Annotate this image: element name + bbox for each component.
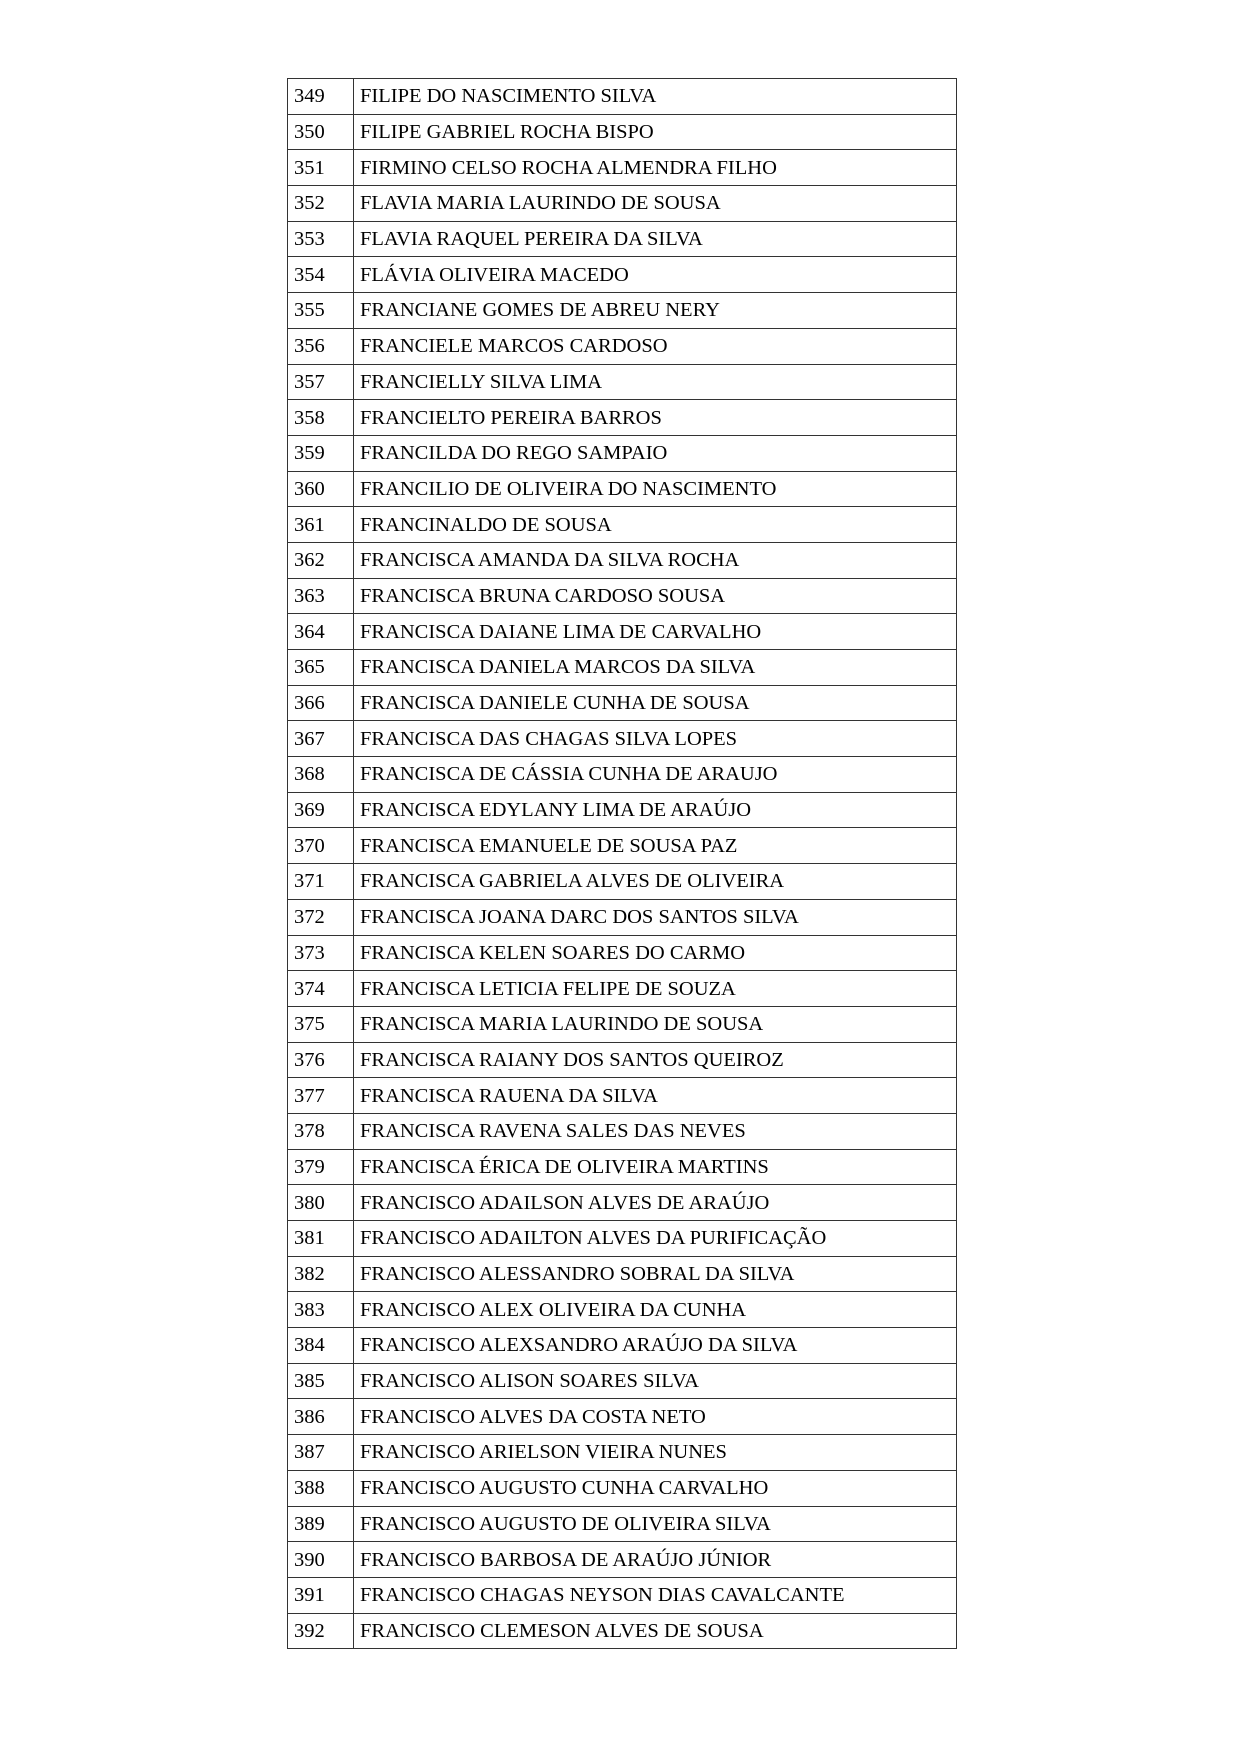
person-name-cell: FRANCILDA DO REGO SAMPAIO: [354, 435, 957, 471]
table-row: [288, 293, 957, 329]
row-number-cell: 356: [288, 328, 354, 364]
row-number-cell: 349: [288, 79, 354, 115]
table-row: [288, 828, 957, 864]
table-row: [288, 1506, 957, 1542]
row-number-cell: 375: [288, 1006, 354, 1042]
table-row: [288, 257, 957, 293]
person-name-cell: FRANCISCO CLEMESON ALVES DE SOUSA: [354, 1613, 957, 1649]
person-name-cell: FRANCISCA ÉRICA DE OLIVEIRA MARTINS: [354, 1149, 957, 1185]
name-list-table: [287, 78, 957, 1649]
row-number-cell: 363: [288, 578, 354, 614]
table-row: [288, 1363, 957, 1399]
row-number-cell: 372: [288, 899, 354, 935]
table-row: [288, 221, 957, 257]
person-name-cell: FRANCISCA LETICIA FELIPE DE SOUZA: [354, 971, 957, 1007]
table-row: [288, 1577, 957, 1613]
table-row: [288, 1185, 957, 1221]
table-row: [288, 542, 957, 578]
person-name-cell: FLÁVIA OLIVEIRA MACEDO: [354, 257, 957, 293]
table-row: [288, 1292, 957, 1328]
row-number-cell: 362: [288, 542, 354, 578]
table-row: [288, 685, 957, 721]
row-number-cell: 360: [288, 471, 354, 507]
person-name-cell: FRANCISCO AUGUSTO CUNHA CARVALHO: [354, 1470, 957, 1506]
table-row: [288, 1328, 957, 1364]
row-number-cell: 350: [288, 114, 354, 150]
person-name-cell: FRANCISCO ARIELSON VIEIRA NUNES: [354, 1435, 957, 1471]
table-row: [288, 1542, 957, 1578]
person-name-cell: FRANCISCA BRUNA CARDOSO SOUSA: [354, 578, 957, 614]
table-row: [288, 757, 957, 793]
row-number-cell: 384: [288, 1328, 354, 1364]
table-row: [288, 328, 957, 364]
row-number-cell: 370: [288, 828, 354, 864]
table-row: [288, 1256, 957, 1292]
row-number-cell: 381: [288, 1221, 354, 1257]
row-number-cell: 391: [288, 1577, 354, 1613]
person-name-cell: FRANCISCO ALESSANDRO SOBRAL DA SILVA: [354, 1256, 957, 1292]
row-number-cell: 380: [288, 1185, 354, 1221]
person-name-cell: FRANCILIO DE OLIVEIRA DO NASCIMENTO: [354, 471, 957, 507]
person-name-cell: FILIPE DO NASCIMENTO SILVA: [354, 79, 957, 115]
table-row: [288, 186, 957, 222]
person-name-cell: FRANCISCA MARIA LAURINDO DE SOUSA: [354, 1006, 957, 1042]
table-row: [288, 435, 957, 471]
row-number-cell: 369: [288, 792, 354, 828]
row-number-cell: 355: [288, 293, 354, 329]
person-name-cell: FIRMINO CELSO ROCHA ALMENDRA FILHO: [354, 150, 957, 186]
person-name-cell: FRANCISCA RAIANY DOS SANTOS QUEIROZ: [354, 1042, 957, 1078]
row-number-cell: 386: [288, 1399, 354, 1435]
table-row: [288, 935, 957, 971]
row-number-cell: 392: [288, 1613, 354, 1649]
table-row: [288, 1078, 957, 1114]
row-number-cell: 389: [288, 1506, 354, 1542]
row-number-cell: 354: [288, 257, 354, 293]
person-name-cell: FRANCISCO ALEXSANDRO ARAÚJO DA SILVA: [354, 1328, 957, 1364]
table-row: [288, 1113, 957, 1149]
table-row: [288, 864, 957, 900]
row-number-cell: 390: [288, 1542, 354, 1578]
table-row: [288, 1221, 957, 1257]
table-row: [288, 792, 957, 828]
person-name-cell: FILIPE GABRIEL ROCHA BISPO: [354, 114, 957, 150]
row-number-cell: 382: [288, 1256, 354, 1292]
table-row: [288, 899, 957, 935]
person-name-cell: FRANCISCA DAIANE LIMA DE CARVALHO: [354, 614, 957, 650]
row-number-cell: 361: [288, 507, 354, 543]
table-row: [288, 1470, 957, 1506]
person-name-cell: FLAVIA MARIA LAURINDO DE SOUSA: [354, 186, 957, 222]
person-name-cell: FRANCISCO CHAGAS NEYSON DIAS CAVALCANTE: [354, 1577, 957, 1613]
row-number-cell: 385: [288, 1363, 354, 1399]
person-name-cell: FRANCISCO ALVES DA COSTA NETO: [354, 1399, 957, 1435]
person-name-cell: FRANCISCA RAUENA DA SILVA: [354, 1078, 957, 1114]
person-name-cell: FRANCISCA RAVENA SALES DAS NEVES: [354, 1113, 957, 1149]
table-row: [288, 614, 957, 650]
row-number-cell: 378: [288, 1113, 354, 1149]
row-number-cell: 377: [288, 1078, 354, 1114]
table-row: [288, 1149, 957, 1185]
person-name-cell: FRANCISCO ALISON SOARES SILVA: [354, 1363, 957, 1399]
row-number-cell: 387: [288, 1435, 354, 1471]
row-number-cell: 353: [288, 221, 354, 257]
row-number-cell: 358: [288, 400, 354, 436]
table-row: [288, 364, 957, 400]
table-row: [288, 79, 957, 115]
person-name-cell: FRANCISCA DANIELE CUNHA DE SOUSA: [354, 685, 957, 721]
person-name-cell: FRANCISCA GABRIELA ALVES DE OLIVEIRA: [354, 864, 957, 900]
person-name-cell: FRANCIELE MARCOS CARDOSO: [354, 328, 957, 364]
row-number-cell: 383: [288, 1292, 354, 1328]
row-number-cell: 366: [288, 685, 354, 721]
table-row: [288, 1435, 957, 1471]
table-row: [288, 1613, 957, 1649]
person-name-cell: FRANCISCA DAS CHAGAS SILVA LOPES: [354, 721, 957, 757]
person-name-cell: FRANCISCA JOANA DARC DOS SANTOS SILVA: [354, 899, 957, 935]
person-name-cell: FLAVIA RAQUEL PEREIRA DA SILVA: [354, 221, 957, 257]
row-number-cell: 371: [288, 864, 354, 900]
table-row: [288, 507, 957, 543]
person-name-cell: FRANCISCA EDYLANY LIMA DE ARAÚJO: [354, 792, 957, 828]
row-number-cell: 352: [288, 186, 354, 222]
person-name-cell: FRANCIELTO PEREIRA BARROS: [354, 400, 957, 436]
person-name-cell: FRANCIELLY SILVA LIMA: [354, 364, 957, 400]
row-number-cell: 374: [288, 971, 354, 1007]
row-number-cell: 367: [288, 721, 354, 757]
person-name-cell: FRANCINALDO DE SOUSA: [354, 507, 957, 543]
row-number-cell: 376: [288, 1042, 354, 1078]
table-row: [288, 400, 957, 436]
person-name-cell: FRANCISCA DE CÁSSIA CUNHA DE ARAUJO: [354, 757, 957, 793]
row-number-cell: 368: [288, 757, 354, 793]
row-number-cell: 379: [288, 1149, 354, 1185]
table-row: [288, 1006, 957, 1042]
row-number-cell: 388: [288, 1470, 354, 1506]
table-row: [288, 150, 957, 186]
person-name-cell: FRANCISCO ADAILTON ALVES DA PURIFICAÇÃO: [354, 1221, 957, 1257]
person-name-cell: FRANCISCA EMANUELE DE SOUSA PAZ: [354, 828, 957, 864]
person-name-cell: FRANCISCA KELEN SOARES DO CARMO: [354, 935, 957, 971]
table-row: [288, 971, 957, 1007]
row-number-cell: 365: [288, 650, 354, 686]
table-body: [288, 79, 957, 1649]
table-row: [288, 114, 957, 150]
row-number-cell: 373: [288, 935, 354, 971]
table-row: [288, 1042, 957, 1078]
row-number-cell: 364: [288, 614, 354, 650]
person-name-cell: FRANCISCO ALEX OLIVEIRA DA CUNHA: [354, 1292, 957, 1328]
person-name-cell: FRANCISCA AMANDA DA SILVA ROCHA: [354, 542, 957, 578]
person-name-cell: FRANCISCO AUGUSTO DE OLIVEIRA SILVA: [354, 1506, 957, 1542]
person-name-cell: FRANCIANE GOMES DE ABREU NERY: [354, 293, 957, 329]
table-row: [288, 1399, 957, 1435]
row-number-cell: 357: [288, 364, 354, 400]
row-number-cell: 351: [288, 150, 354, 186]
row-number-cell: 359: [288, 435, 354, 471]
table-row: [288, 721, 957, 757]
table-row: [288, 650, 957, 686]
table-row: [288, 471, 957, 507]
person-name-cell: FRANCISCO BARBOSA DE ARAÚJO JÚNIOR: [354, 1542, 957, 1578]
person-name-cell: FRANCISCO ADAILSON ALVES DE ARAÚJO: [354, 1185, 957, 1221]
person-name-cell: FRANCISCA DANIELA MARCOS DA SILVA: [354, 650, 957, 686]
table-row: [288, 578, 957, 614]
